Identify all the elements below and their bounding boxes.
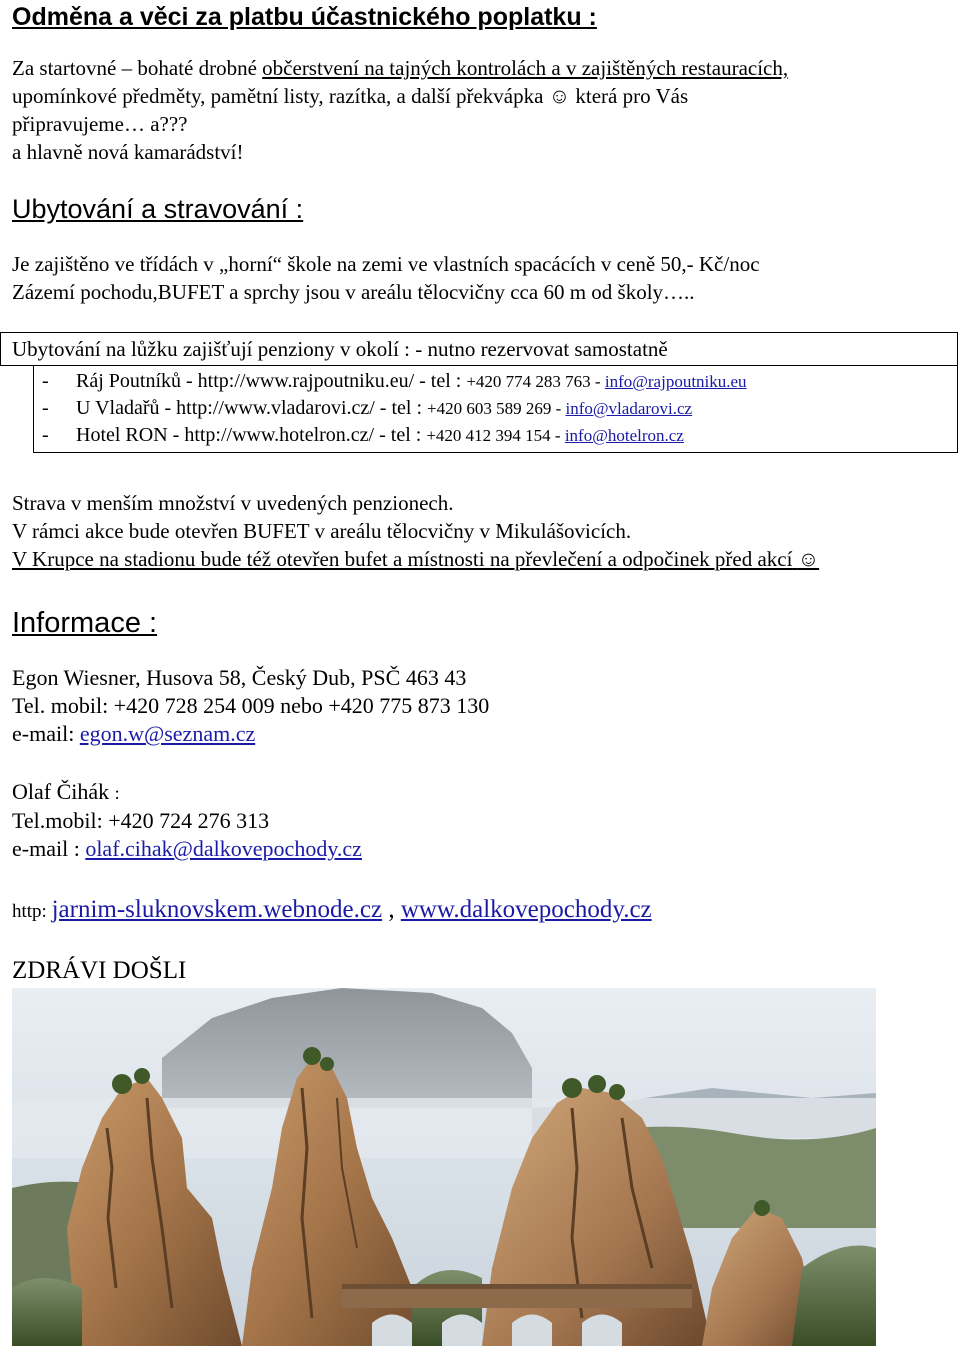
pension-box-title: Ubytování na lůžku zajišťují penziony v okolí : - nutno rezervovat samostatně xyxy=(12,337,668,361)
reward-line-2 xyxy=(12,82,788,110)
contact-address: Egon Wiesner, Husova 58, Český Dub, PSČ 463 43 xyxy=(12,665,467,690)
heading-reward: Odměna a věci za platbu účastnického poplatku : xyxy=(12,3,597,31)
pension-item xyxy=(42,368,747,395)
pension-phone: +420 412 394 154 - xyxy=(426,426,565,445)
contact-email-row xyxy=(12,835,362,863)
http-label: http: xyxy=(12,901,52,922)
pension-item xyxy=(42,422,684,449)
contact-name-text: Olaf Čihák xyxy=(12,779,115,804)
smiley-icon: ☺ xyxy=(548,84,571,108)
contact-phone: Tel.mobil: +420 724 276 313 xyxy=(12,808,270,833)
reward-line-1 xyxy=(12,54,788,82)
reward-line-1-text: Za startovné – bohaté drobné xyxy=(12,56,263,80)
email-link[interactable]: egon.w@seznam.cz xyxy=(79,721,256,746)
website-link-2[interactable]: www.dalkovepochody.cz xyxy=(400,896,652,923)
smiley-icon: ☺ xyxy=(797,547,820,571)
pension-email-link[interactable]: info@hotelron.cz xyxy=(564,426,684,445)
contact-name-colon: : xyxy=(114,783,120,803)
food-paragraph xyxy=(12,489,819,573)
food-line-3 xyxy=(12,545,819,573)
accommodation-line-1: Je zajištěno ve třídách v „horní“ škole na zemi ve vlastních spacácích v ceně 50,- Kč/noc xyxy=(12,252,760,276)
accommodation-line-2: Zázemí pochodu,BUFET a sprchy jsou v areálu tělocvičny cca 60 m od školy….. xyxy=(12,280,695,304)
closing-greeting: ZDRÁVI DOŠLI xyxy=(12,957,187,984)
pension-phone: +420 774 283 763 - xyxy=(466,372,605,391)
heading-accommodation: Ubytování a stravování : xyxy=(12,194,304,224)
reward-paragraph xyxy=(12,54,788,166)
heading-information: Informace : xyxy=(12,607,158,639)
email-label: e-mail: xyxy=(12,721,80,746)
reward-line-2-end: která pro Vás xyxy=(570,84,689,108)
landscape-photo xyxy=(12,988,876,1346)
reward-line-4: a hlavně nová kamarádství! xyxy=(12,140,244,164)
pension-box xyxy=(0,332,958,454)
list-dash: - xyxy=(42,370,49,392)
pension-item xyxy=(42,395,692,422)
reward-line-1-underlined: občerstvení na tajných kontrolách a v zajištěných restauracích, xyxy=(262,56,789,80)
contact-phone: Tel. mobil: +420 728 254 009 nebo +420 775 873 130 xyxy=(12,693,490,718)
web-links-row xyxy=(12,894,652,929)
pension-email-link[interactable]: info@vladarovi.cz xyxy=(565,399,693,418)
pension-phone: +420 603 589 269 - xyxy=(427,399,566,418)
pension-name[interactable]: Ráj Poutníků - http://www.rajpoutniku.eu/ - tel : xyxy=(76,370,467,392)
reward-line-3: připravujeme… a??? xyxy=(12,112,188,136)
contact-olaf xyxy=(12,778,362,863)
list-dash: - xyxy=(42,424,49,446)
accommodation-paragraph xyxy=(12,250,760,306)
contact-email-row xyxy=(12,720,489,748)
contact-name xyxy=(12,778,362,807)
pension-email-link[interactable]: info@rajpoutniku.eu xyxy=(604,372,747,391)
list-dash: - xyxy=(42,397,49,419)
food-line-2: V rámci akce bude otevřen BUFET v areálu tělocvičny v Mikulášovicích. xyxy=(12,519,632,543)
email-label: e-mail : xyxy=(12,836,86,861)
food-line-3-text: V Krupce na stadionu bude též otevřen bufet a místnosti na převlečení a odpočinek před akcí xyxy=(12,547,793,571)
contact-egon xyxy=(12,664,489,748)
website-link-1[interactable]: jarnim-sluknovskem.webnode.cz xyxy=(51,896,383,923)
pension-name[interactable]: Hotel RON - http://www.hotelron.cz/ - tel : xyxy=(76,424,427,446)
email-link[interactable]: olaf.cihak@dalkovepochody.cz xyxy=(85,836,362,861)
food-line-1: Strava v menším množství v uvedených penzionech. xyxy=(12,491,454,515)
reward-line-2-text: upomínkové předměty, pamětní listy, razítka, a další překvápka xyxy=(12,84,549,108)
pension-name[interactable]: U Vladařů - http://www.vladarovi.cz/ - tel : xyxy=(76,397,428,419)
link-separator: , xyxy=(382,896,401,923)
